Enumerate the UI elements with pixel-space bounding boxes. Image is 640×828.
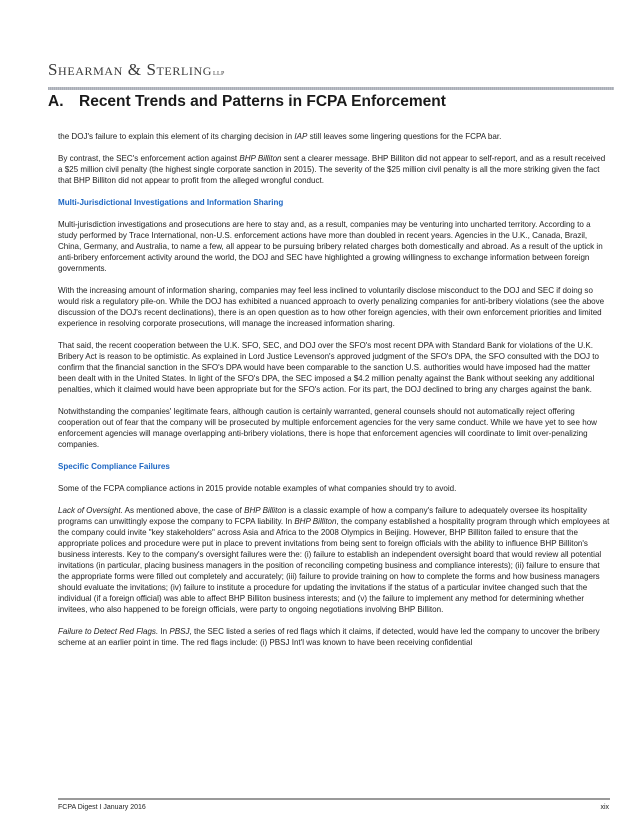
text: , the SEC listed a series of red flags which it claims, if detected, would have led the company to uncover the bribery scheme at an earlier point in time. The red flags include: (i) PBSJ Int'l was known to have been receiving confidential (58, 627, 600, 647)
text: is a classic example of how a company's failure to adequately oversee its hospitality programs can unwittingly expose the company to FCPA liability. In (58, 506, 588, 526)
paragraph: That said, the recent cooperation between the U.K. SFO, SEC, and DOJ over the SFO's most recent DPA with Standard Bank for violations of the U.K. Bribery Act is reason to be optimistic. As explained in Lord Justice Levenson's approved judgment of the SFO's DPA, the SFO consulted with the DOJ to confirm that the financial sanction in the SFO's DPA would have been comparable to the sanction U.S. authorities would have imposed had the matter been dealt with in the United States. In light of the SFO's DPA, the SEC imposed a $4.2 million penalty against the Bank without seeking any additional penalties, which it claimed would have been appropriate but for the SFO's action. For its part, the DOJ declined to bring any charges against the bank. (58, 341, 599, 394)
text: As mentioned above, the case of (122, 506, 245, 515)
paragraph (58, 153, 610, 186)
subheading-compliance-failures: Specific Compliance Failures (58, 462, 170, 471)
paragraph: Some of the FCPA compliance actions in 2015 provide notable examples of what companies should try to avoid. (58, 484, 457, 493)
paragraph (58, 131, 610, 142)
text: , the company established a hospitality program through which employees at the company could invite "key stakeholders" across Asia and Africa to the 2008 Olympics in Beijing. However, BHP Billiton failed to ensure that the appropriate polices and procedure were put in place to prevent invitations from being sent to foreign officials with the ability to influence BHP Billiton's business interests. Key to the company's oversight failures were the: (i) failure to establish an independent oversight board that would review all potential invitations (in particular, placing business managers in the position of reconciling competing business and compliance interests); (ii) failure to ensure that the appropriate forms were filled out completely and accurately; (iii) failure to provide training on how to complete the forms and how business managers should evaluate the invitations; (iv) failure to institute a procedure for updating the invitations if the status of a particular invitee changed such that the individual (if a foreign official) was able to affect BHP Billiton business interests; and (v) the failure to implement any method for determining whether invitees, who also happened to be foreign officials, were party to ongoing negotiations involving BHP Billiton. (58, 517, 610, 614)
firm-logo (48, 60, 225, 80)
case-name: PBSJ (169, 627, 190, 636)
text: In (158, 627, 170, 636)
logo-name: Shearman & Sterling (48, 60, 213, 79)
case-name: BHP Billiton (239, 154, 282, 163)
case-name: IAP (294, 132, 308, 141)
subheading-multi-jurisdictional: Multi-Jurisdictional Investigations and Information Sharing (58, 198, 284, 207)
paragraph: Multi-jurisdiction investigations and prosecutions are here to stay and, as a result, companies may be venturing into uncharted territory. According to a study performed by Trace International, non-U.S. enforcement actions have more than doubled in recent years. Agencies in the U.K., Canada, Brazil, China, Germany, and Australia, to name a few, all appear to be pursuing bribery related charges both domestically and abroad. As a result of the uptick in anti-bribery enforcement activity around the world, the DOJ and SEC have highlighted a growing willingness to exchange information between foreign governments. (58, 220, 603, 273)
case-name: BHP Billiton (294, 517, 337, 526)
paragraph-lack-of-oversight (58, 505, 610, 615)
section-number: A. (48, 93, 64, 110)
text: sent a clearer message. BHP Billiton did not appear to self-report, and as a result received a $25 million civil penalty (the highest single corporate sanction in 2015). The severity of the $25 million civil penalty is all the more striking given the fact that BHP Billiton did not appear to profit from the alleged wrongful conduct. (58, 154, 606, 185)
page-number: xix (600, 804, 609, 811)
body-content (58, 131, 610, 659)
text: the DOJ's failure to explain this element of its charging decision in (58, 132, 295, 141)
footer-publication: FCPA Digest I January 2016 (58, 804, 146, 811)
logo-suffix: LLP (213, 71, 225, 77)
paragraph-red-flags (58, 626, 610, 648)
text: By contrast, the SEC's enforcement action against (58, 154, 240, 163)
header-divider (48, 87, 614, 90)
section-title: Recent Trends and Patterns in FCPA Enforcement (79, 93, 446, 110)
case-name: BHP Billiton (244, 506, 287, 515)
paragraph: With the increasing amount of information sharing, companies may feel less inclined to voluntarily disclose misconduct to the DOJ and SEC if doing so would risk a regulatory pile-on. While the DOJ has exhibited a nuanced approach to overly penalizing companies for anti-bribery violations (see the above discussion of the DOJ's recent declinations), there is an open question as to how other foreign agencies, with their own enforcement priorities and limited experience in resolving corporate prosecutions, will manage the increased information sharing. (58, 286, 605, 328)
footer-divider (58, 798, 610, 800)
text: still leaves some lingering questions for the FCPA bar. (307, 132, 502, 141)
section-heading (48, 93, 446, 111)
run-in-heading: Failure to Detect Red Flags. (58, 627, 159, 636)
paragraph: Notwithstanding the companies' legitimate fears, although caution is certainly warranted, general counsels should not automatically reject offering cooperation out of fear that the company will be prosecuted by multiple enforcement agencies for the very same conduct. While we have yet to see how enforcement agencies will manage overlapping anti-bribery violations, there is hope that enforcement agencies will coordinate to limit over-penalizing companies. (58, 407, 597, 449)
run-in-heading: Lack of Oversight. (58, 506, 123, 515)
